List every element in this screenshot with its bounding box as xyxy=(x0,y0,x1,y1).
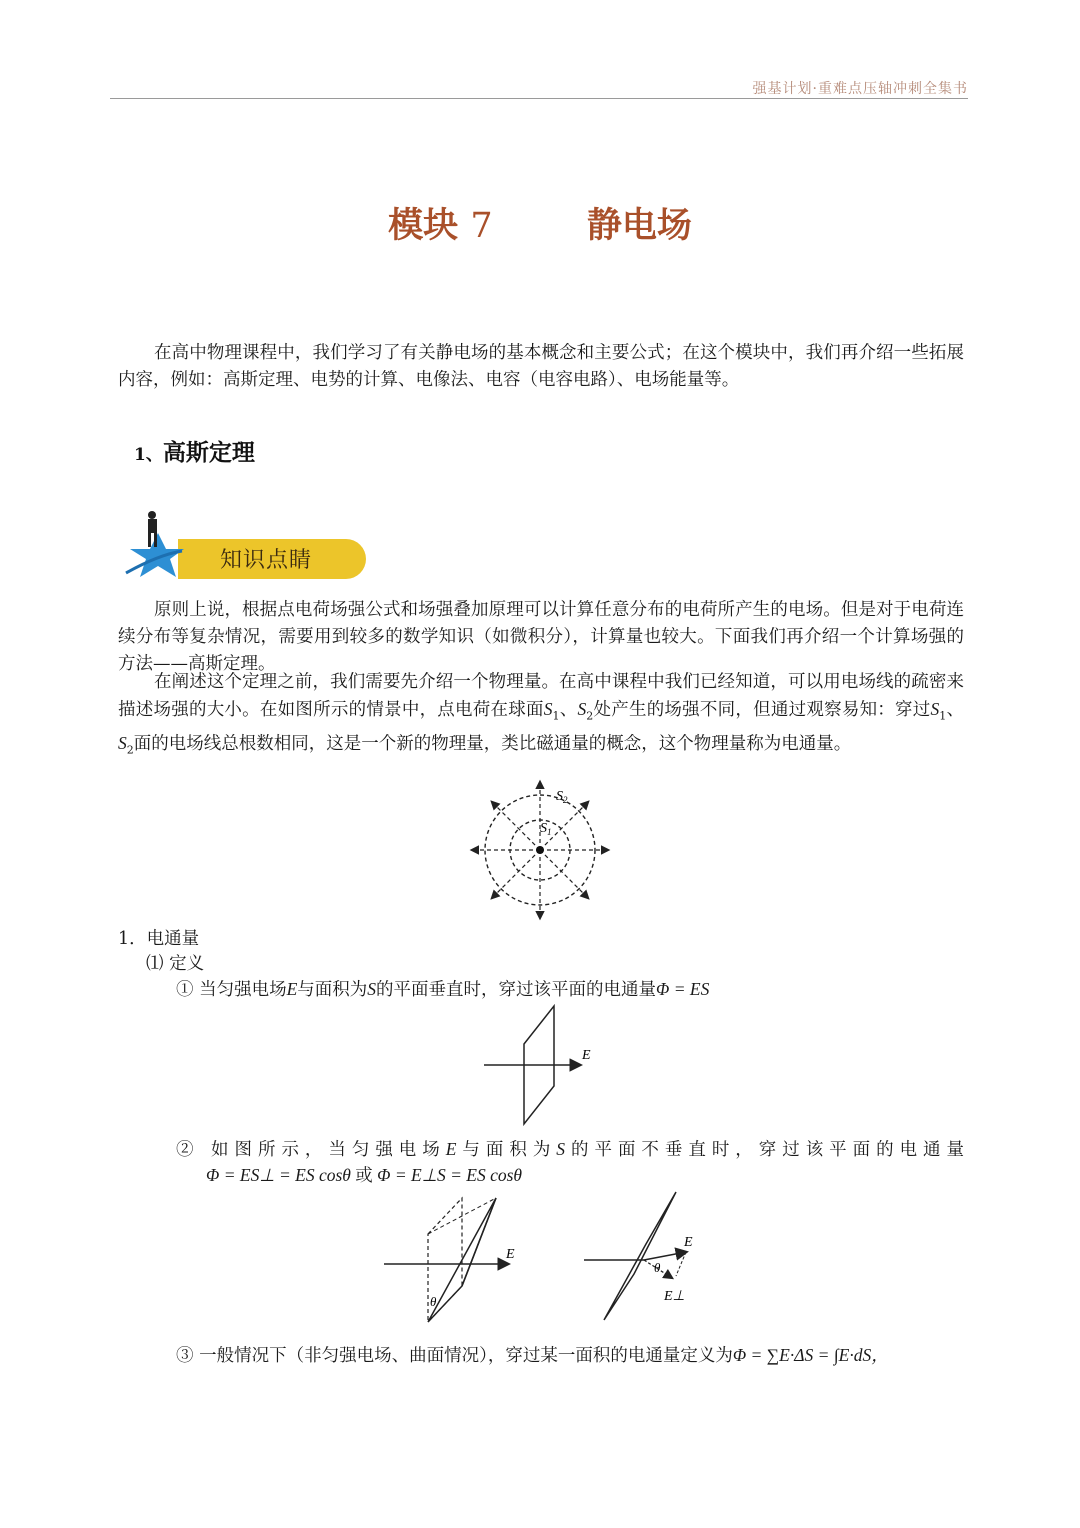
header-divider xyxy=(110,98,968,99)
module-topic: 静电场 xyxy=(586,206,692,246)
module-number: 7 xyxy=(470,206,493,246)
label-e: E xyxy=(582,1048,591,1063)
running-header: 强基计划·重难点压轴冲刺全集书 xyxy=(752,81,968,97)
knowledge-banner xyxy=(118,505,378,585)
body-paragraph-2: 在阐述这个定理之前，我们需要先介绍一个物理量。在高中课程中我们已经知道，可以用电场线的疏密来描述场强的大小。在如图所示的情景中，点电荷在球面$S_1$、$S_2$处产生的场强不同，但通过观察易知：穿过$S_1$、$S_2$面的电场线总根数相同，这是一个新的物理量，类比磁通量的概念，这个物理量称为电通量。 xyxy=(118,672,965,756)
oblique-plane-figure-right xyxy=(584,1188,714,1328)
definition-item-2: ② 如图所示，当匀强电场E与面积为S的平面不垂直时，穿过该平面的电通量 xyxy=(176,1139,965,1160)
label-e: E xyxy=(506,1247,515,1262)
label-s2: $S_2$ xyxy=(556,789,568,805)
perpendicular-plane-figure xyxy=(484,1004,594,1130)
subsection-definition: ⑴ 定义 xyxy=(146,954,205,974)
label-theta: θ xyxy=(654,1260,661,1275)
field-lines-sphere-figure xyxy=(466,778,614,926)
section-title: 高斯定理 xyxy=(162,440,255,466)
oblique-plane-figure-left xyxy=(384,1188,534,1328)
section-index: 1、 xyxy=(134,445,163,465)
label-s1: $S_1$ xyxy=(540,821,552,837)
definition-item-3: ③ 一般情况下（非匀强电场、曲面情况），穿过某一面积的电通量定义为Φ = ∑E·ΔS = ∫E·dS， xyxy=(176,1345,889,1366)
body-paragraph-1: 原则上说，根据点电荷场强公式和场强叠加原理可以计算任意分布的电荷所产生的电场。但是对于电荷连续分布等复杂情况，需要用到较多的数学知识（如微积分），计算量也较大。下面我们再介绍一个计算场强的方法——高斯定理。 xyxy=(118,600,964,674)
label-e: E xyxy=(684,1235,693,1250)
definition-item-1: ① 当匀强电场E与面积为S的平面垂直时，穿过该平面的电通量Φ = ES xyxy=(176,979,710,1000)
module-word: 模块 xyxy=(388,206,459,246)
label-theta: θ xyxy=(430,1294,437,1309)
label-e-perp: E⊥ xyxy=(664,1289,685,1304)
flux-formulas: Φ = ES⊥ = ES cosθ 或 Φ = E⊥S = ES cosθ xyxy=(206,1165,522,1185)
banner-label: 知识点睛 xyxy=(220,548,313,573)
subsection-electric-flux: 1．电通量 xyxy=(118,929,200,949)
section-heading xyxy=(134,434,255,467)
module-title xyxy=(0,198,1080,248)
intro-paragraph: 在高中物理课程中，我们学习了有关静电场的基本概念和主要公式；在这个模块中，我们再介绍一些拓展内容，例如：高斯定理、电势的计算、电像法、电容（电容电路）、电场能量等。 xyxy=(118,343,964,390)
